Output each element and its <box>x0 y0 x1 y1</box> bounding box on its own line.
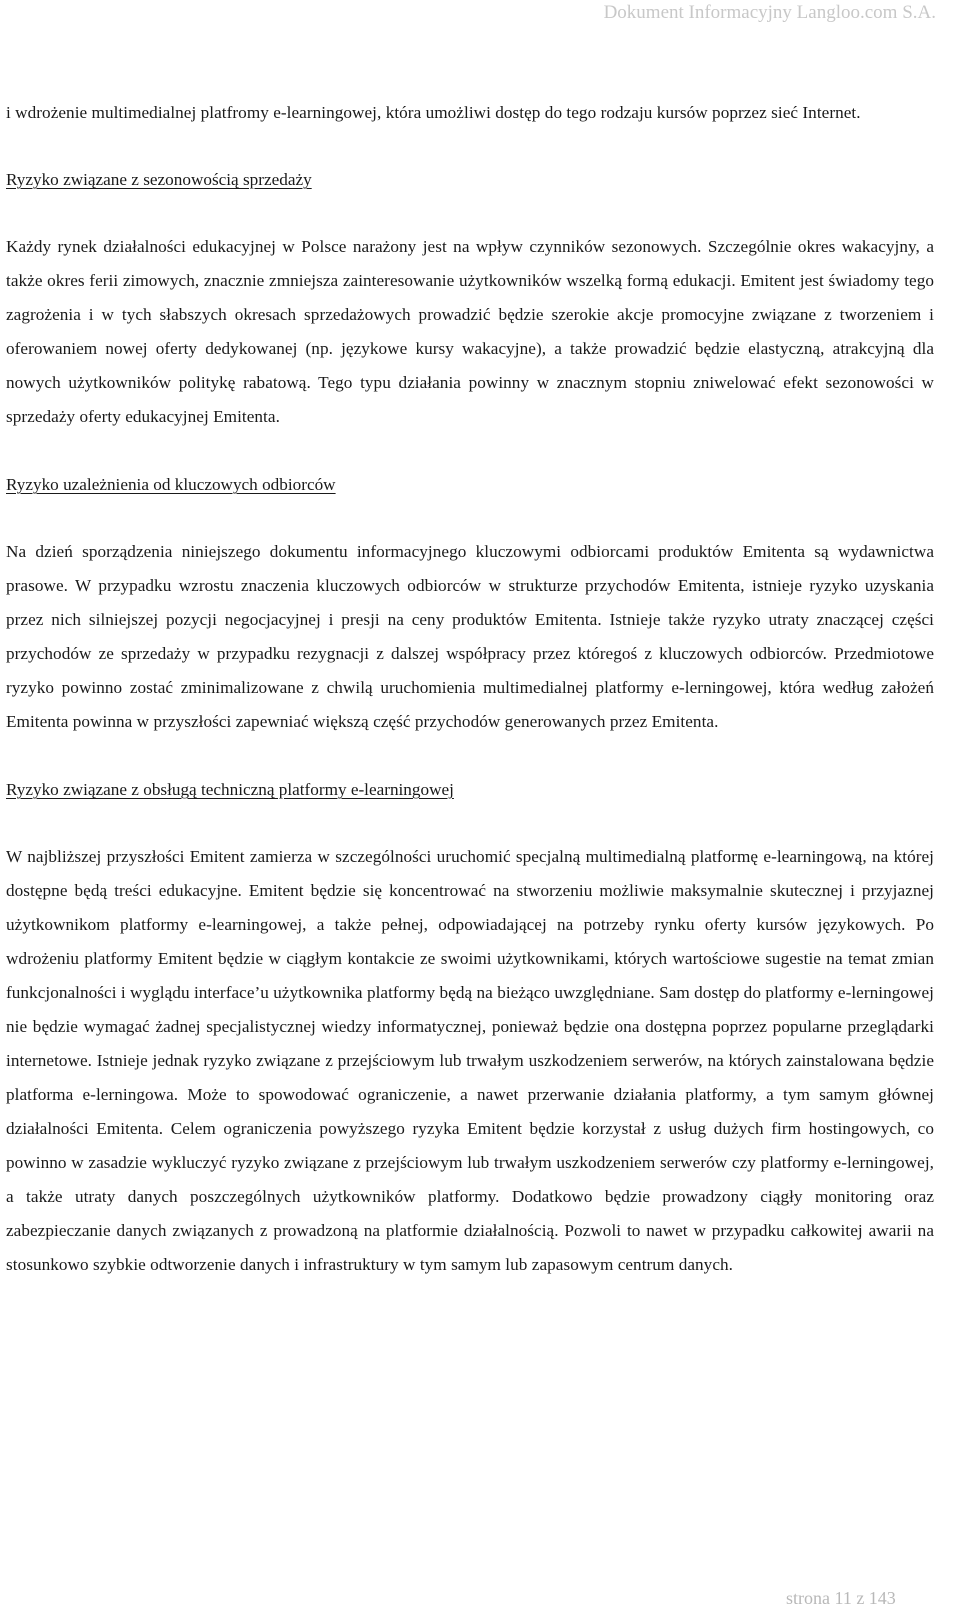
spacer <box>6 130 934 163</box>
paragraph-intro-continuation: i wdrożenie multimedialnej platfromy e-learningowej, która umożliwi dostęp do tego rodzaju kursów poprzez sieć Internet. <box>6 103 861 122</box>
paragraph-platform-technical-risk: W najbliższej przyszłości Emitent zamierza w szczególności uruchomić specjalną multimedialną platformę e-learningową, na której dostępne będą treści edukacyjne. Emitent będzie się koncentrować na stworzeniu możliwie maksymalnie skutecznej i przyjaznej użytkownikom platformy e-learningowej, a także pełnej, odpowiadającej na potrzeby rynku oferty kursów językowych. Po wdrożeniu platformy Emitent będzie w ciągłym kontakcie ze swoimi użytkownikami, których wartościowe sugestie na temat zmian funkcjonalności i wyglądu interface’u użytkownika platformy będą na bieżąco uwzględniane. Sam dostęp do platformy e-lerningowej nie będzie wymagać żadnej specjalistycznej wiedzy informatycznej, ponieważ będzie ona dostępna poprzez popularne przeglądarki internetowe. Istnieje jednak ryzyko związane z przejściowym lub trwałym uszkodzeniem serwerów, na których zainstalowana będzie platforma e-lerningowa. Może to spowodować ograniczenie, a nawet przerwanie działania platformy, a tym samym głównej działalności Emitenta. Celem ograniczenia powyższego ryzyka Emitent będzie korzystał z usług dużych firm hostingowych, co powinno w zasadzie wykluczyć ryzyko związane z przejściowym lub trwałym uszkodzeniem serwerów czy platformy e-lerningowej, a także utraty danych poszczególnych użytkowników platformy. Dodatkowo będzie prowadzony ciągły monitoring oraz zabezpieczanie danych związanych z prowadzoną na platformie działalnością. Pozwoli to nawet w przypadku całkowitej awarii na stosunkowo szybkie odtworzenie danych i infrastruktury w tym samym lub zapasowym centrum danych. <box>6 847 934 1274</box>
document-header: Dokument Informacyjny Langloo.com S.A. <box>603 2 936 23</box>
spacer <box>6 807 934 840</box>
spacer <box>6 434 934 468</box>
paragraph-seasonality-risk: Każdy rynek działalności edukacyjnej w Polsce narażony jest na wpływ czynników sezonowych. Szczególnie okres wakacyjny, a także okres ferii zimowych, znacznie zmniejsza zainteresowanie użytkowników wszelką formą edukacji. Emitent jest świadomy tego zagrożenia i w tych słabszych okresach sprzedażowych prowadzić będzie szerokie akcje promocyjne związane z tworzeniem i oferowaniem nowej oferty dedykowanej (np. językowe kursy wakacyjne), a także prowadzić będzie elastyczną, atrakcyjną dla nowych użytkowników politykę rabatową. Tego typu działania powinny w znacznym stopniu zniwelować efekt sezonowości w sprzedaży oferty edukacyjnej Emitenta. <box>6 237 934 426</box>
page-number: strona 11 z 143 <box>786 1588 896 1608</box>
paragraph-key-customers-risk: Na dzień sporządzenia niniejszego dokumentu informacyjnego kluczowymi odbiorcami produktów Emitenta są wydawnictwa prasowe. W przypadku wzrostu znaczenia kluczowych odbiorców w strukturze przychodów Emitenta, istnieje ryzyko uzyskania przez nich silniejszej pozycji negocjacyjnej i presji na ceny produktów Emitenta. Istnieje także ryzyko utraty znaczącej części przychodów ze sprzedaży w przypadku rezygnacji z dalszej współpracy przez któregoś z kluczowych odbiorców. Przedmiotowe ryzyko powinno zostać zminimalizowane z chwilą uruchomienia multimedialnej platformy e-lerningowej, która według założeń Emitenta powinna w przyszłości zapewniać większą część przychodów generowanych przez Emitenta. <box>6 542 934 731</box>
section-heading-key-customers-risk: Ryzyko uzależnienia od kluczowych odbiorców <box>6 475 336 494</box>
spacer <box>6 739 934 773</box>
section-heading-platform-technical-risk: Ryzyko związane z obsługą techniczną platformy e-learningowej <box>6 780 454 799</box>
section-heading-seasonality-risk: Ryzyko związane z sezonowością sprzedaży <box>6 170 312 189</box>
spacer <box>6 197 934 230</box>
spacer <box>6 502 934 535</box>
document-body <box>6 96 934 1282</box>
